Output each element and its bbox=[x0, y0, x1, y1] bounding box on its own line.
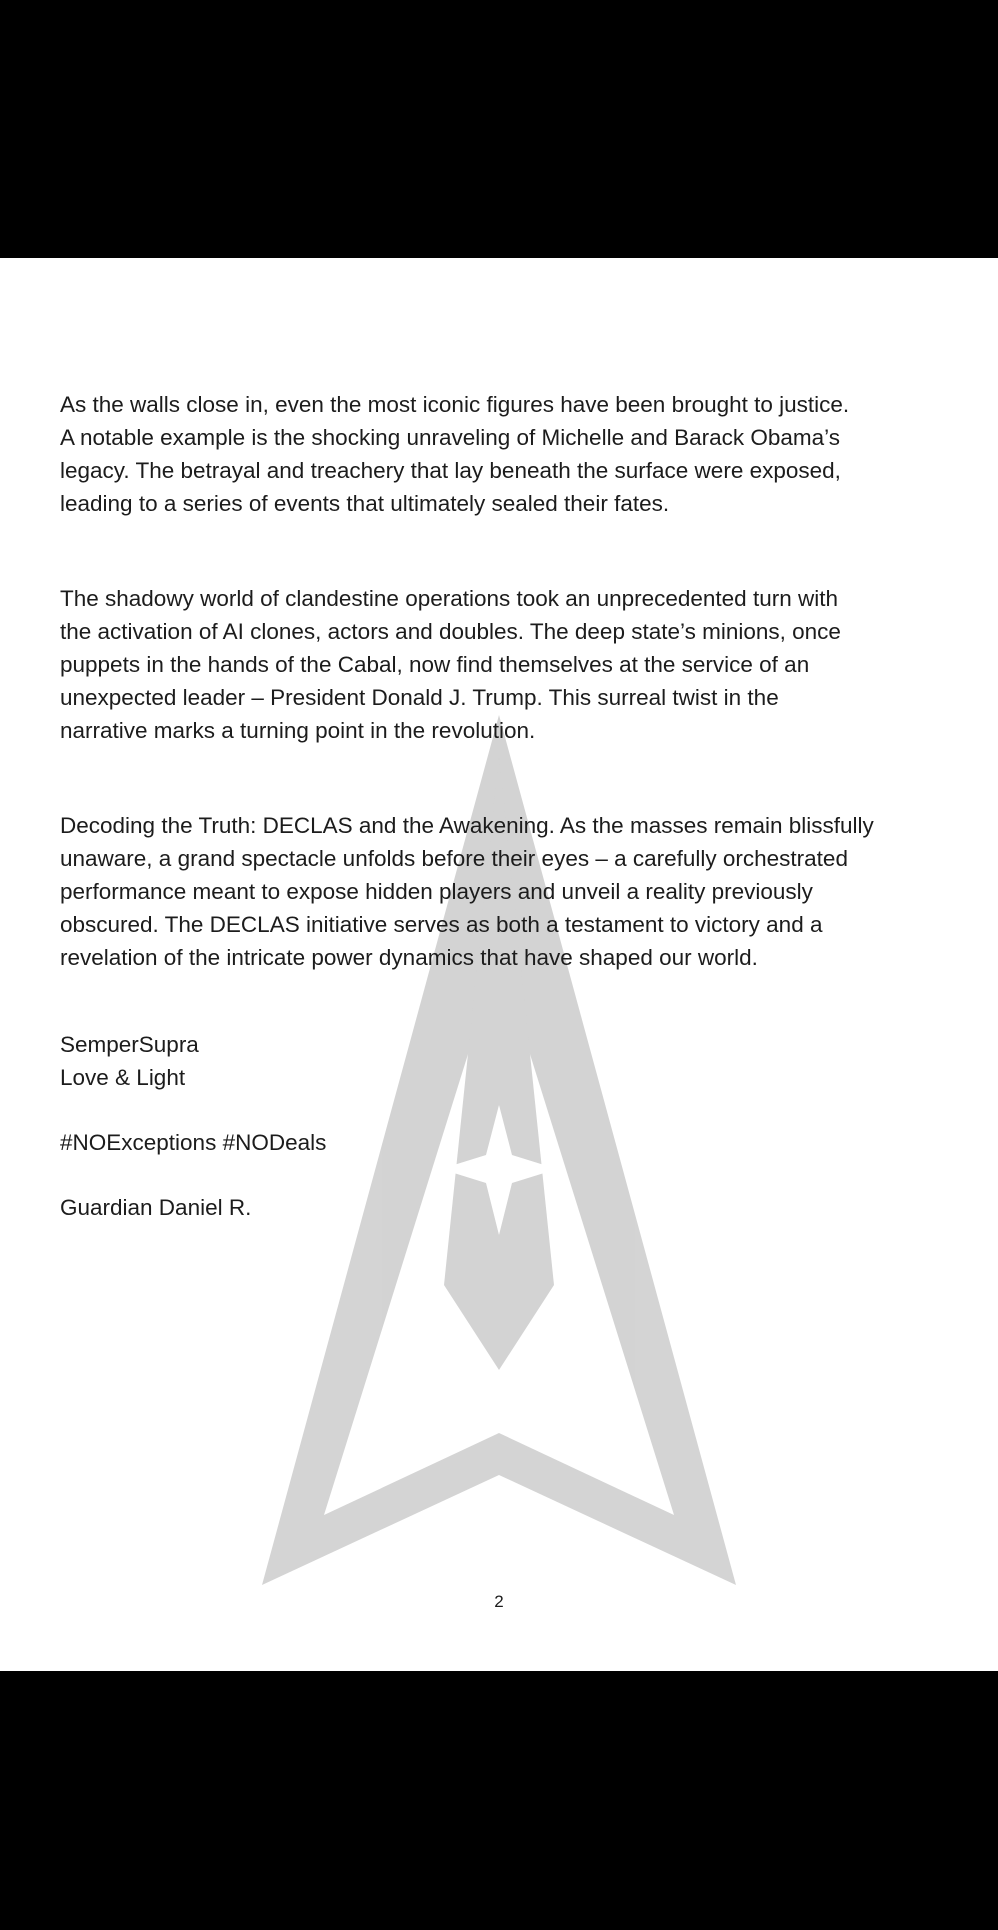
signature-closing: Love & Light bbox=[60, 1065, 186, 1090]
paragraph-2: The shadowy world of clandestine operations took an unprecedented turn with the activation of AI clones, actors and doubles. The deep state’s minions, once puppets in the hands of the Cabal, now find themselves at the service of an unexpected leader – President Donald J. Trump. This surreal twist in the narrative marks a turning point in the revolution. bbox=[60, 586, 841, 743]
hashtags: #NOExceptions #NODeals bbox=[60, 1130, 327, 1155]
paragraph-3: Decoding the Truth: DECLAS and the Awakening. As the masses remain blissfully unaware, a grand spectacle unfolds before their eyes – a carefully orchestrated performance meant to expose hidden players and unveil a reality previously obscured. The DECLAS initiative serves as both a testament to victory and a revelation of the intricate power dynamics that have shaped our world. bbox=[60, 813, 874, 970]
signature-name: SemperSupra bbox=[60, 1032, 199, 1057]
document-body bbox=[60, 388, 960, 1224]
paragraph-1: As the walls close in, even the most iconic figures have been brought to justice. A notable example is the shocking unraveling of Michelle and Barack Obama’s legacy. The betrayal and treachery that lay beneath the surface were exposed, leading to a series of events that ultimately sealed their fates. bbox=[60, 392, 850, 516]
signature-block bbox=[60, 1028, 960, 1094]
author-name: Guardian Daniel R. bbox=[60, 1195, 252, 1220]
document-page bbox=[0, 258, 998, 1671]
page-number: 2 bbox=[494, 1592, 504, 1611]
